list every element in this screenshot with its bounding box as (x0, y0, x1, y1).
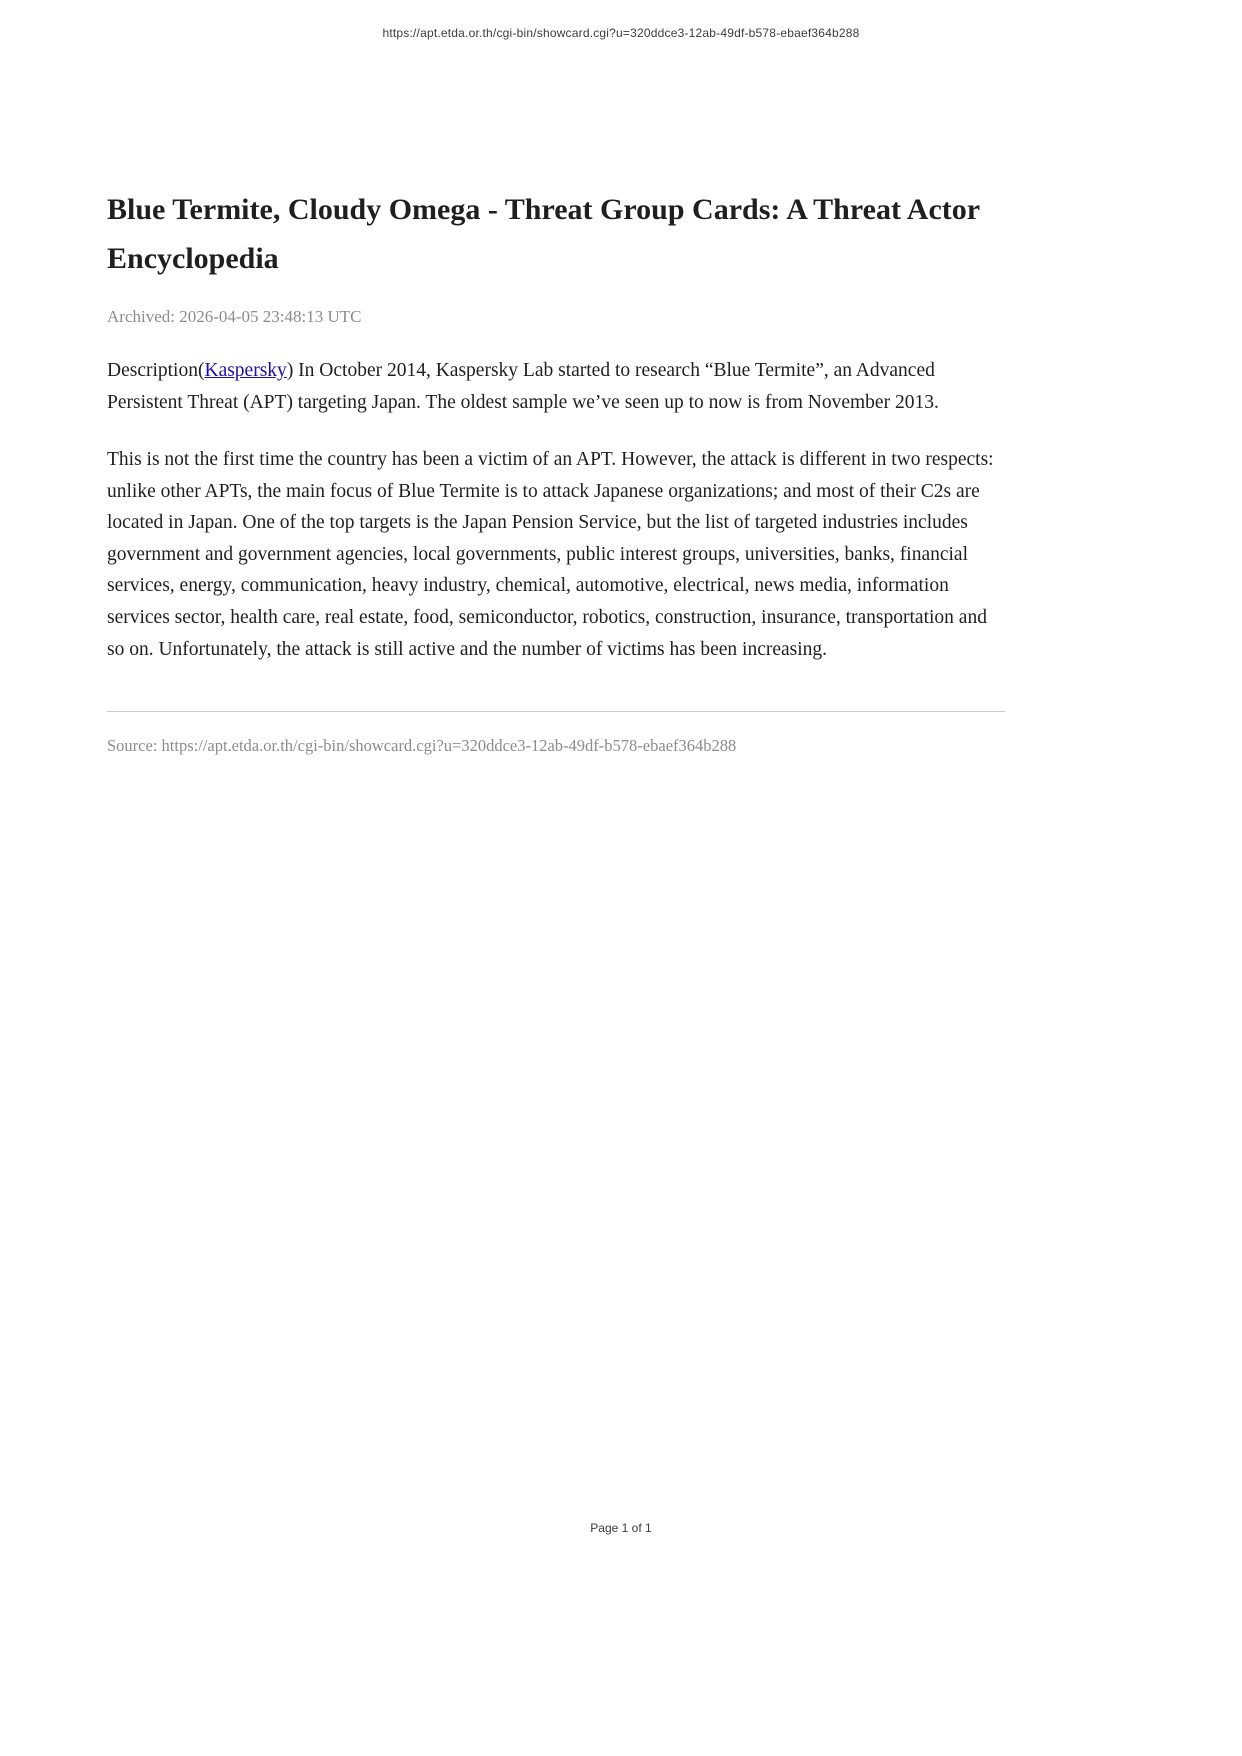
page-number: Page 1 of 1 (590, 1521, 652, 1535)
description-suffix: ) In October 2014, Kaspersky Lab started to research “Blue Termite”, an Advanced Persistent Threat (APT) targeting Japan. The oldest sample we’ve seen up to now is from November 2013. (107, 359, 939, 413)
description-paragraph (107, 355, 1005, 418)
body-paragraph: This is not the first time the country has been a victim of an APT. However, the attack is different in two respects: unlike other APTs, the main focus of Blue Termite is to attack Japanese organizations; and most of their C2s are located in Japan. One of the top targets is the Japan Pension Service, but the list of targeted industries includes government and government agencies, local governments, public interest groups, universities, banks, financial services, energy, communication, heavy industry, chemical, automotive, electrical, news media, information services sector, health care, real estate, food, semiconductor, robotics, construction, insurance, transportation and so on. Unfortunately, the attack is still active and the number of victims has been increasing. (107, 449, 994, 660)
document-content (107, 186, 1005, 757)
kaspersky-link[interactable]: Kaspersky (204, 359, 287, 381)
page-title: Blue Termite, Cloudy Omega - Threat Group Cards: A Threat Actor Encyclopedia (107, 193, 980, 275)
print-header-url: https://apt.etda.or.th/cgi-bin/showcard.cgi?u=320ddce3-12ab-49df-b578-ebaef364b288 (382, 26, 860, 40)
source-line: Source: https://apt.etda.or.th/cgi-bin/showcard.cgi?u=320ddce3-12ab-49df-b578-ebaef364b288 (107, 736, 737, 756)
divider (107, 711, 1005, 712)
description-prefix: Description( (107, 359, 205, 381)
archived-timestamp: Archived: 2026-04-05 23:48:13 UTC (107, 307, 362, 327)
